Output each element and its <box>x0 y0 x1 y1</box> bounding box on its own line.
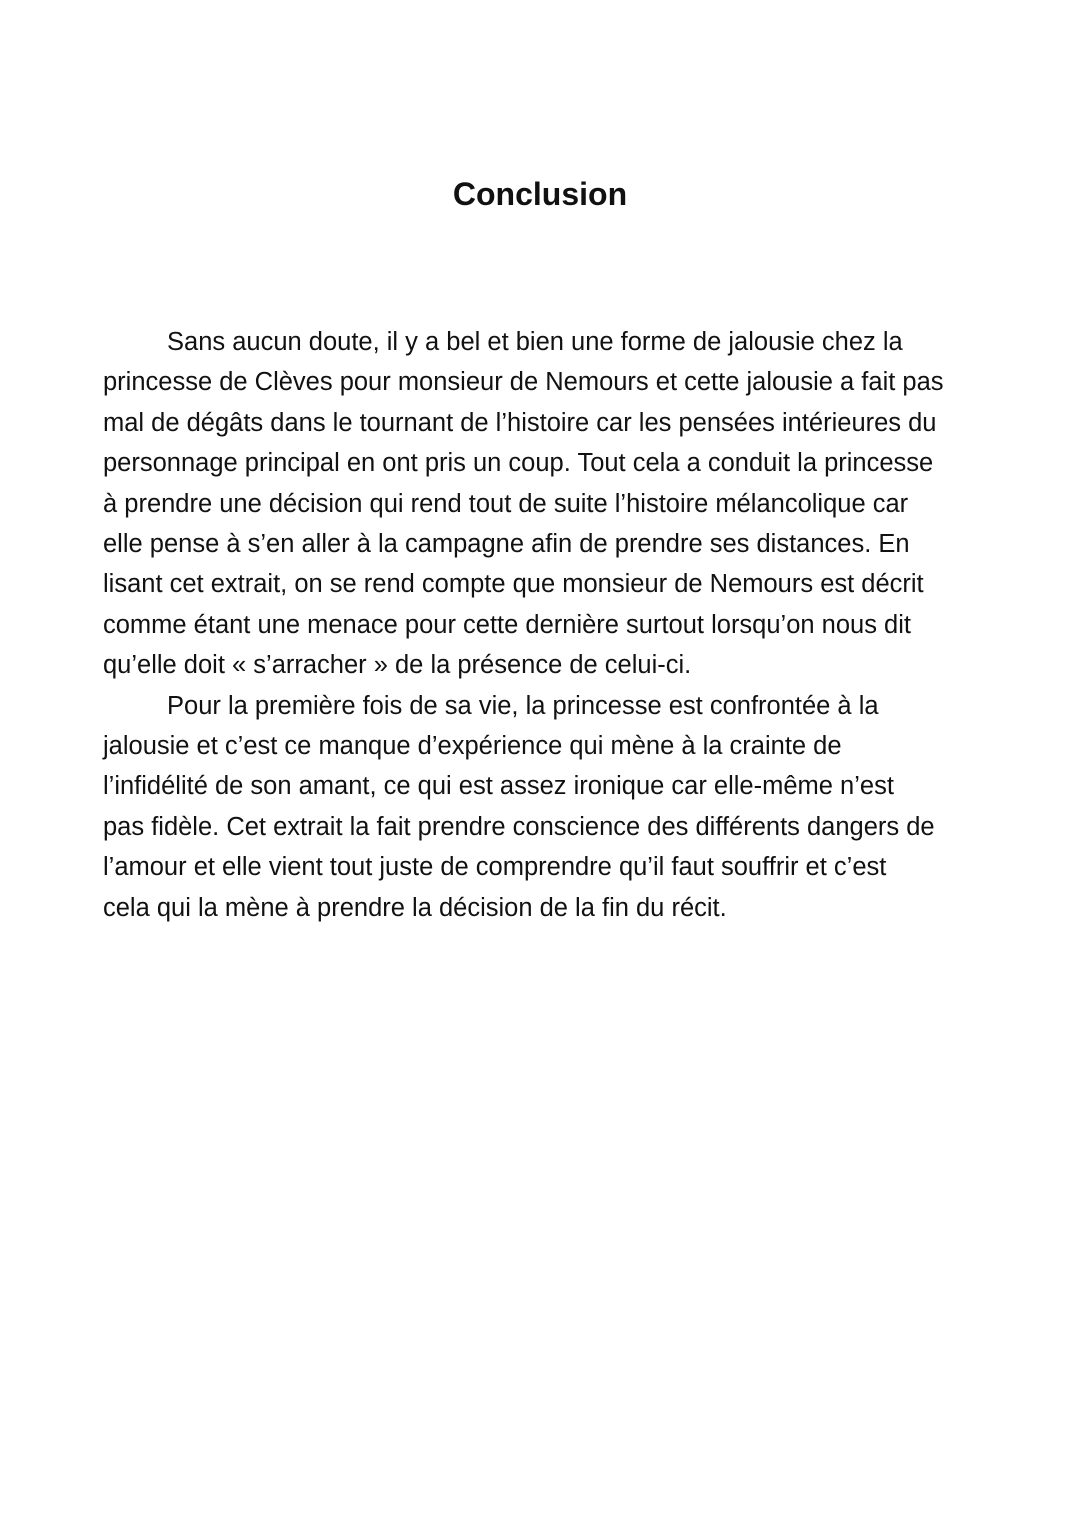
text-line: Pour la première fois de sa vie, la princesse est confrontée à la <box>167 691 879 720</box>
text-line: comme étant une menace pour cette dernière surtout lorsqu’on nous dit <box>103 610 911 639</box>
paragraph-1 <box>103 322 983 686</box>
paragraph-2 <box>103 686 983 928</box>
text-line: qu’elle doit « s’arracher » de la présence de celui-ci. <box>103 651 692 680</box>
text-line: elle pense à s’en aller à la campagne afin de prendre ses distances. En <box>103 530 910 559</box>
text-line: l’amour et elle vient tout juste de comprendre qu’il faut souffrir et c’est <box>103 853 887 882</box>
text-line: princesse de Clèves pour monsieur de Nemours et cette jalousie a fait pas <box>103 368 944 397</box>
text-line: l’infidélité de son amant, ce qui est assez ironique car elle-même n’est <box>103 772 894 801</box>
text-line: à prendre une décision qui rend tout de suite l’histoire mélancolique car <box>103 489 909 518</box>
text-line: lisant cet extrait, on se rend compte que monsieur de Nemours est décrit <box>103 570 924 599</box>
text-line: mal de dégâts dans le tournant de l’histoire car les pensées intérieures du <box>103 408 937 437</box>
text-line: Sans aucun doute, il y a bel et bien une forme de jalousie chez la <box>167 328 903 356</box>
document-body <box>103 322 983 928</box>
text-line: personnage principal en ont pris un coup. Tout cela a conduit la princesse <box>103 449 934 478</box>
text-line: cela qui la mène à prendre la décision de la fin du récit. <box>103 893 727 922</box>
text-line: pas fidèle. Cet extrait la fait prendre conscience des différents dangers de <box>103 812 935 841</box>
page-title: Conclusion <box>452 176 628 212</box>
text-line: jalousie et c’est ce manque d’expérience qui mène à la crainte de <box>103 732 842 761</box>
